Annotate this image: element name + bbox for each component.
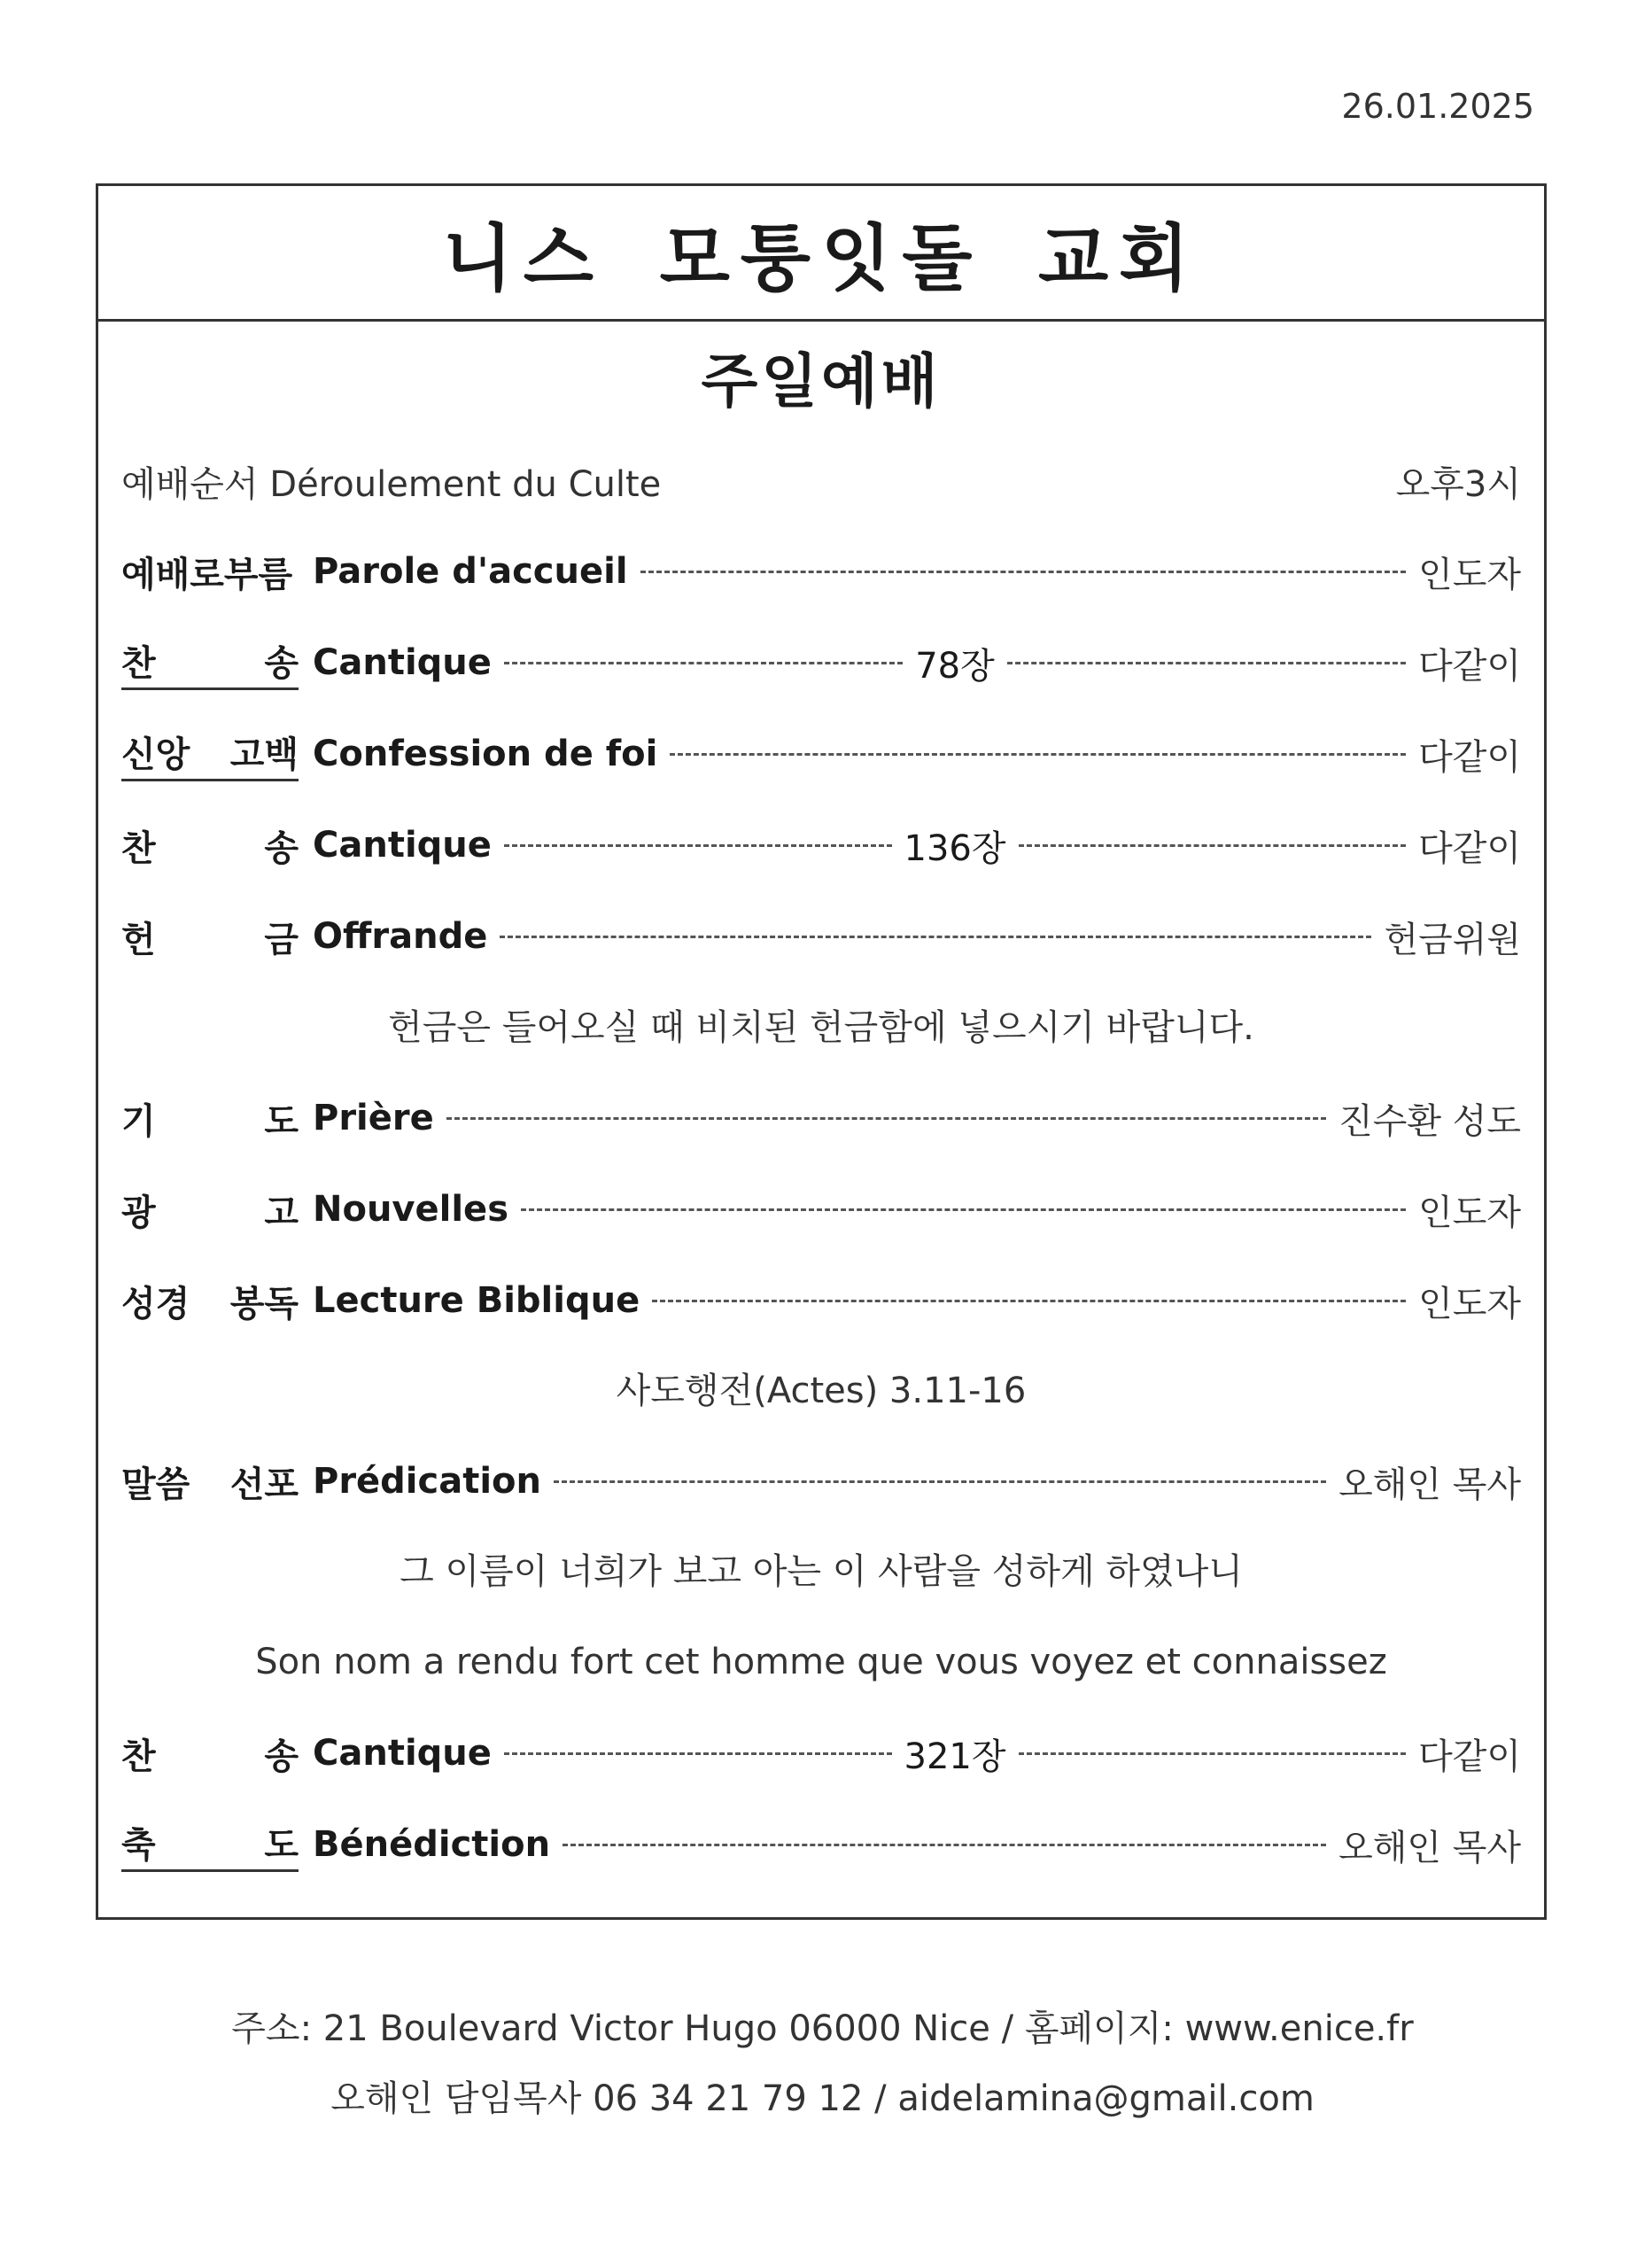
item-person: 헌금위원 — [1384, 919, 1521, 960]
service-title: 주일예배 — [701, 347, 942, 416]
leader-dots — [554, 1480, 1326, 1483]
order-item-hymn-1 — [121, 636, 1521, 689]
item-french-label: Nouvelles — [313, 1189, 508, 1230]
item-french-label: Lecture Biblique — [313, 1280, 640, 1321]
order-item-prayer — [121, 1091, 1521, 1145]
item-french-label: Offrande — [313, 916, 488, 957]
item-korean-label: 광 고 — [121, 1192, 299, 1233]
order-item-offering — [121, 910, 1521, 963]
item-french-label: Prière — [313, 1098, 434, 1138]
order-item-hymn-2 — [121, 819, 1521, 872]
hymn-number: 78장 — [915, 645, 995, 687]
sermon-verse-french: Son nom a rendu fort cet homme que vous voyez et connaissez — [255, 1642, 1387, 1682]
hymn-number: 321장 — [904, 1736, 1006, 1777]
leader-dots — [1007, 662, 1406, 664]
item-french-label: Parole d'accueil — [313, 551, 628, 592]
item-french-label: Prédication — [313, 1461, 542, 1502]
leader-dots — [640, 571, 1407, 573]
order-item-hymn-3 — [121, 1727, 1521, 1780]
offering-note: 헌금은 들어오실 때 비치된 헌금함에 넣으시기 바랍니다. — [388, 1007, 1254, 1048]
item-korean-label: 찬 송 — [121, 1736, 299, 1777]
leader-dots — [1019, 844, 1407, 847]
item-person: 오해인 목사 — [1339, 1827, 1521, 1868]
bulletin-frame — [96, 183, 1547, 1920]
leader-dots — [521, 1208, 1406, 1211]
scripture-reference: 사도행전(Actes) 3.11-16 — [616, 1371, 1027, 1411]
item-french-label: Bénédiction — [313, 1824, 551, 1865]
item-person: 인도자 — [1418, 554, 1521, 595]
item-korean-label: 기 도 — [121, 1100, 299, 1142]
title-band — [98, 186, 1544, 322]
leader-dots — [563, 1844, 1326, 1846]
item-french-label: Confession de foi — [313, 734, 658, 774]
leader-dots — [504, 844, 892, 847]
leader-dots — [504, 662, 903, 664]
item-person: 진수환 성도 — [1339, 1100, 1521, 1142]
leader-dots — [504, 1752, 892, 1755]
footer-contact: 오해인 담임목사 06 34 21 79 12 / aidelamina@gmail.com — [330, 2078, 1315, 2119]
sermon-verse-korean: 그 이름이 너희가 보고 아는 이 사람을 성하게 하였나니 — [400, 1551, 1243, 1592]
order-item-scripture — [121, 1274, 1521, 1327]
item-korean-label: 신앙 고백 — [121, 726, 299, 781]
order-item-confession — [121, 727, 1521, 781]
leader-dots — [446, 1117, 1326, 1120]
item-korean-label: 말씀 선포 — [121, 1464, 299, 1505]
item-person: 인도자 — [1418, 1283, 1521, 1324]
hymn-number: 136장 — [904, 827, 1006, 869]
footer-address: 주소: 21 Boulevard Victor Hugo 06000 Nice / 홈페이지: www.enice.fr — [231, 2008, 1414, 2049]
order-item-sermon — [121, 1455, 1521, 1508]
item-person: 다같이 — [1418, 736, 1521, 778]
order-header — [121, 454, 1521, 508]
leader-dots — [652, 1300, 1406, 1302]
item-korean-label: 찬 송 — [121, 635, 299, 690]
bulletin-date: 26.01.2025 — [1341, 87, 1534, 126]
item-person: 다같이 — [1418, 645, 1521, 687]
item-french-label: Cantique — [313, 642, 492, 683]
item-korean-label: 찬 송 — [121, 827, 299, 869]
church-name: 니스 모퉁잇돌 교회 — [442, 216, 1200, 301]
order-item-news — [121, 1183, 1521, 1236]
item-korean-label: 성경 봉독 — [121, 1283, 299, 1324]
leader-dots — [670, 753, 1406, 756]
leader-dots — [1019, 1752, 1407, 1755]
service-time: 오후3시 — [1395, 463, 1521, 505]
item-korean-label: 예배로부름 — [121, 554, 293, 595]
item-korean-label: 헌 금 — [121, 919, 299, 960]
item-french-label: Cantique — [313, 1733, 492, 1774]
item-person: 다같이 — [1418, 827, 1522, 869]
order-item-welcome — [121, 545, 1521, 598]
leader-dots — [500, 936, 1371, 938]
order-item-benediction — [121, 1818, 1521, 1871]
item-person: 다같이 — [1418, 1736, 1522, 1777]
item-person: 오해인 목사 — [1339, 1464, 1521, 1505]
item-korean-label: 축 도 — [121, 1817, 299, 1872]
item-french-label: Cantique — [313, 825, 492, 866]
item-person: 인도자 — [1418, 1192, 1521, 1233]
order-of-service — [98, 454, 1544, 508]
order-label: 예배순서 Déroulement du Culte — [121, 463, 662, 505]
